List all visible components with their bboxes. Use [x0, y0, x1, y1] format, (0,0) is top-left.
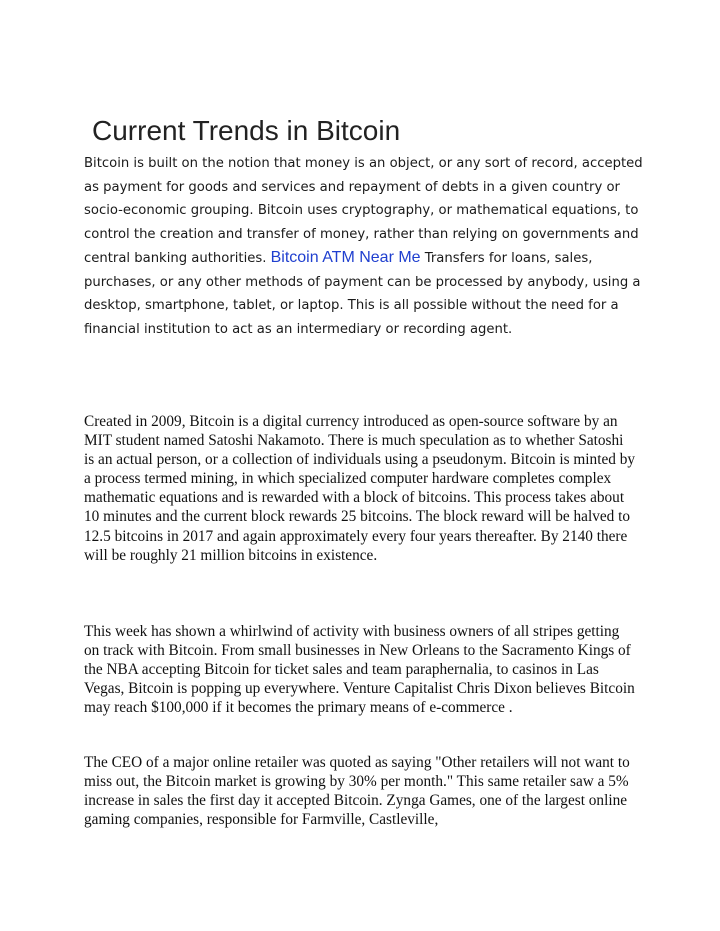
- intro-paragraph: [84, 152, 644, 341]
- bitcoin-atm-link[interactable]: Bitcoin ATM Near Me: [270, 249, 421, 266]
- intro-text-after-link: Transfers for loans, sales, purchases, or any other methods of payment can be processed by anybody, using a desktop, smartphone, tablet, or laptop. This is all possible without the need for a financial institution to act as an intermediary or recording agent.: [84, 251, 641, 337]
- body-paragraph-retail: The CEO of a major online retailer was quoted as saying "Other retailers will not want to miss out, the Bitcoin market is growing by 30% per month." This same retailer saw a 5% increase in sales the first day it accepted Bitcoin. Zynga Games, one of the largest online gaming companies, responsible for Farmville, Castleville,: [84, 754, 630, 829]
- body-paragraph-history: Created in 2009, Bitcoin is a digital currency introduced as open-source software by an MIT student named Satoshi Nakamoto. There is much speculation as to whether Satoshi is an actual person, or a collection of individuals using a pseudonym. Bitcoin is minted by a process termed mining, in which specialized computer hardware completes complex mathematic equations and is rewarded with a block of bitcoins. This process takes about 10 minutes and the current block rewards 25 bitcoins. The block reward will be halved to 12.5 bitcoins in 2017 and again approximately every four years thereafter. By 2140 there will be roughly 21 million bitcoins in existence.: [84, 413, 636, 564]
- body-paragraph-adoption: This week has shown a whirlwind of activity with business owners of all stripes getting on track with Bitcoin. From small businesses in New Orleans to the Sacramento Kings of the NBA accepting Bitcoin for ticket sales and team paraphernalia, to casinos in Las Vegas, Bitcoin is popping up everywhere. Venture Capitalist Chris Dixon believes Bitcoin may reach $100,000 if it becomes the primary means of e-commerce .: [84, 623, 635, 717]
- page-title: Current Trends in Bitcoin: [92, 115, 401, 146]
- intro-text-before-link: Bitcoin is built on the notion that money is an object, or any sort of record, accepted as payment for goods and services and repayment of debts in a given country or socio-economic grouping. Bitcoin uses cryptography, or mathematical equations, to control the creation and transfer of money, rather than relying on governments and central banking authorities.: [84, 156, 643, 266]
